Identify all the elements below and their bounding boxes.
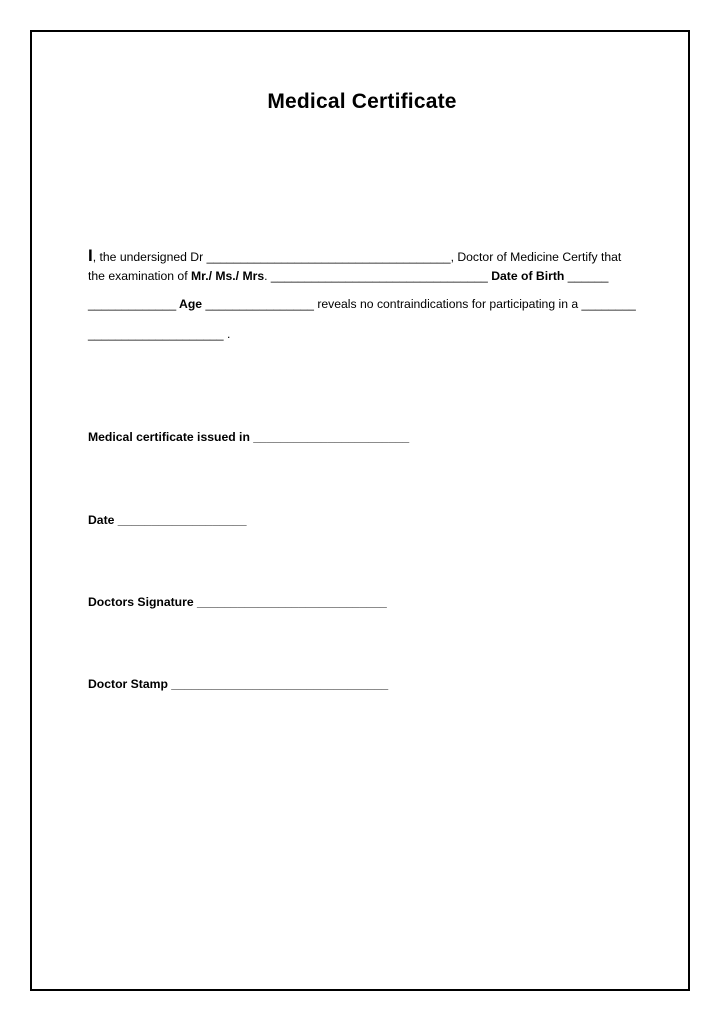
age-blank: ________________ (202, 297, 314, 311)
dob-blank-end: _____________ (88, 297, 177, 311)
paragraph-line-3 (88, 294, 648, 324)
activity-blank-end: ____________________ (88, 327, 224, 341)
issued-in-field: Medical certificate issued in _______________________ (88, 430, 410, 444)
examination-text: the examination of (88, 269, 191, 283)
certify-text: , Doctor of Medicine Certify that (450, 250, 622, 264)
dob-blank-start: ______ (564, 269, 609, 283)
paragraph-end: . (223, 327, 231, 341)
salutation-options: Mr./ Ms./ Mrs (190, 269, 265, 283)
drop-initial: I (88, 246, 93, 265)
salutation-dot: . (264, 269, 271, 283)
paragraph-line-1 (88, 246, 648, 266)
doctor-name-blank: ____________________________________ (206, 250, 451, 264)
date-field: Date ___________________ (88, 513, 247, 527)
activity-blank-start: ________ (581, 297, 636, 311)
paragraph-line-4 (88, 324, 648, 344)
certification-paragraph (88, 246, 648, 344)
age-label: Age (176, 297, 203, 311)
doctor-stamp-field: Doctor Stamp ________________________________ (88, 677, 389, 691)
page-title: Medical Certificate (267, 90, 457, 113)
page-border (30, 30, 690, 991)
paragraph-line-2 (88, 266, 648, 294)
contraindications-text: reveals no contraindications for participating in a (313, 297, 582, 311)
patient-name-blank: ________________________________ (270, 269, 488, 283)
dob-label: Date of Birth (487, 269, 565, 283)
doctor-signature-field: Doctors Signature ____________________________ (88, 595, 387, 609)
undersigned-text: , the undersigned Dr (92, 250, 207, 264)
